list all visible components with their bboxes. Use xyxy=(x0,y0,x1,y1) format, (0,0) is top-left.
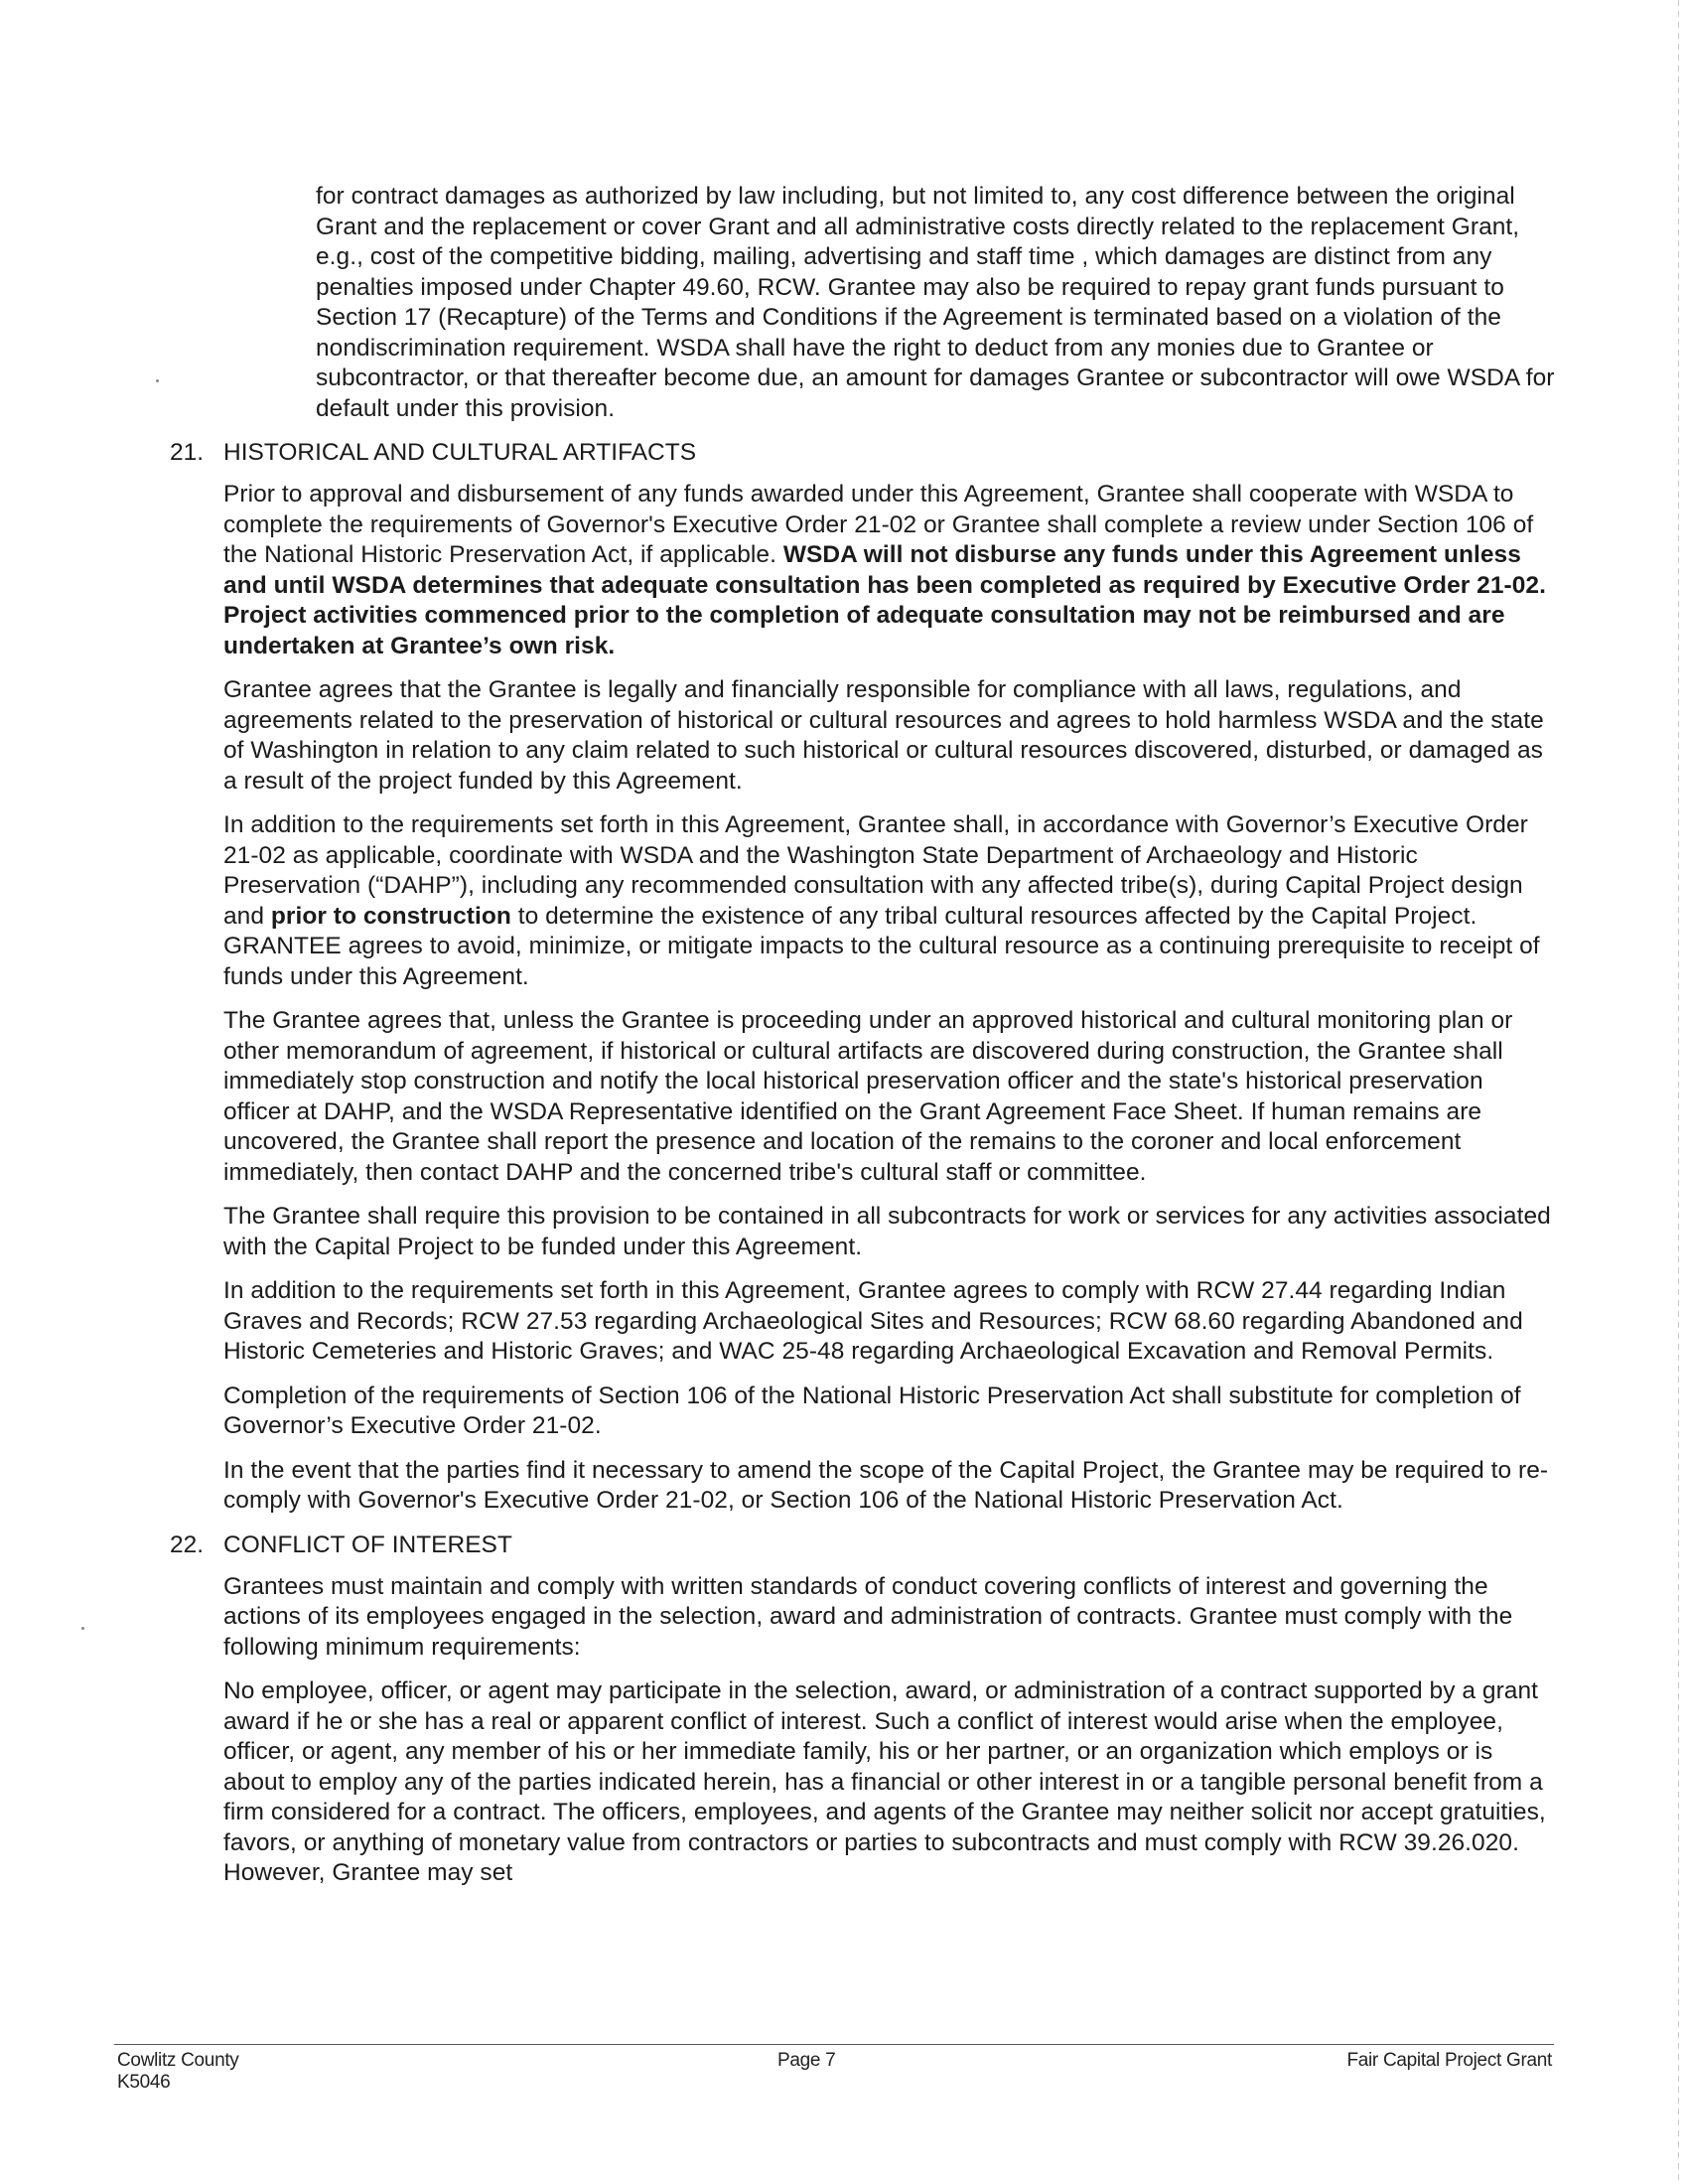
footer-page-number: Page 7 xyxy=(777,2050,836,2071)
section-21-p3-text-a: In addition to the requirements set forth in this Agreement, Grantee shall, in accordance with Governor’s Executive Order 21-02 as applicable, coordinate with WSDA and the Washington State Department of Archaeology and Historic Preservation (“DAHP”), including any recommended consultation with any affected tribe(s), during Capital Project design and xyxy=(223,811,1528,930)
scan-edge-line xyxy=(1678,0,1679,2184)
footer-left xyxy=(117,2050,239,2094)
footer-divider xyxy=(114,2044,1554,2045)
scan-speck xyxy=(156,379,159,382)
section-21-paragraph-2: Grantee agrees that the Grantee is legally and financially responsible for compliance with all laws, regulations, and agreements related to the preservation of historical or cultural resources and agrees to hold harmless WSDA and the state of Washington in relation to any claim related to such historical or cultural resources discovered, disturbed, or damaged as a result of the project funded by this Agreement. xyxy=(223,676,1544,795)
section-21-paragraph-6: In addition to the requirements set forth in this Agreement, Grantee agrees to comply with RCW 27.44 regarding Indian Graves and Records; RCW 27.53 regarding Archaeological Sites and Resources; RCW 68.60 regarding Abandoned and Historic Cemeteries and Historic Graves; and WAC 25-48 regarding Archaeological Excavation and Removal Permits. xyxy=(223,1277,1523,1365)
section-21-paragraph-5: The Grantee shall require this provision to be contained in all subcontracts for work or services for any activities associated with the Capital Project to be funded under this Agreement. xyxy=(223,1203,1551,1260)
footer-contract-number: K5046 xyxy=(117,2072,171,2093)
document-body xyxy=(170,182,1555,1903)
continuation-paragraph: for contract damages as authorized by law including, but not limited to, any cost difference between the original Grant and the replacement or cover Grant and all administrative costs directly related to the replacement Grant, e.g., cost of the competitive bidding, mailing, advertising and staff time , which damages are distinct from any penalties imposed under Chapter 49.60, RCW. Grantee may also be required to repay grant funds pursuant to Section 17 (Recapture) of the Terms and Conditions if the Agreement is terminated based on a violation of the nondiscrimination requirement. WSDA shall have the right to deduct from any monies due to Grantee or subcontractor, or that thereafter become due, an amount for damages Grantee or subcontractor will owe WSDA for default under this provision. xyxy=(316,183,1555,422)
section-21-paragraph-8: In the event that the parties find it necessary to amend the scope of the Capital Project, the Grantee may be required to re-comply with Governor's Executive Order 21-02, or Section 106 of the National Historic Preservation Act. xyxy=(223,1456,1549,1514)
section-22-number: 22. xyxy=(170,1530,205,1558)
footer-document-title: Fair Capital Project Grant xyxy=(1346,2050,1552,2071)
section-21-number: 21. xyxy=(170,439,205,466)
section-21-paragraph-3 xyxy=(223,810,1554,992)
scan-speck xyxy=(81,1627,84,1630)
section-21-paragraph-7: Completion of the requirements of Section 106 of the National Historic Preservation Act shall substitute for completion of Governor’s Executive Order 21-02. xyxy=(223,1382,1521,1439)
section-21-title: HISTORICAL AND CULTURAL ARTIFACTS xyxy=(223,439,697,466)
footer-county: Cowlitz County xyxy=(117,2050,239,2071)
section-21-heading xyxy=(170,438,1554,468)
section-21-p3-text-b: to determine the existence of any tribal cultural resources affected by the Capital Project. GRANTEE agrees to avoid, minimize, or mitigate impacts to the cultural resource as a continuing prerequisite to receipt of funds under this Agreement. xyxy=(223,902,1540,990)
section-22-paragraph-1: Grantees must maintain and comply with written standards of conduct covering conflicts of interest and governing the actions of its employees engaged in the selection, award and administration of contracts. Grantee must comply with the following minimum requirements: xyxy=(223,1572,1513,1661)
section-21-p3-bold-text: prior to construction xyxy=(270,902,511,930)
section-21-paragraph-1 xyxy=(223,480,1554,661)
section-22-title: CONFLICT OF INTEREST xyxy=(223,1530,512,1558)
section-21-p1-bold-text: WSDA will not disburse any funds under this Agreement unless and until WSDA determines that adequate consultation has been completed as required by Executive Order 21-02. Project activities commenced prior to the completion of adequate consultation may not be reimbursed and are undertaken at Grantee’s own risk. xyxy=(223,541,1546,659)
section-21-p1-text: Prior to approval and disbursement of any funds awarded under this Agreement, Grantee shall cooperate with WSDA to complete the requirements of Governor's Executive Order 21-02 or Grantee shall complete a review under Section 106 of the National Historic Preservation Act, if applicable. xyxy=(223,481,1534,568)
section-22-heading xyxy=(170,1530,1554,1560)
section-21-paragraph-4: The Grantee agrees that, unless the Grantee is proceeding under an approved historical and cultural monitoring plan or other memorandum of agreement, if historical or cultural artifacts are discovered during construction, the Grantee shall immediately stop construction and notify the local historical preservation officer and the state's historical preservation officer at DAHP, and the WSDA Representative identified on the Grant Agreement Face Sheet. If human remains are uncovered, the Grantee shall report the presence and location of the remains to the coroner and local enforcement immediately, then contact DAHP and the concerned tribe's cultural staff or committee. xyxy=(223,1007,1513,1186)
section-22-paragraph-2: No employee, officer, or agent may participate in the selection, award, or administration of a contract supported by a grant award if he or she has a real or apparent conflict of interest. Such a conflict of interest would arise when the employee, officer, or agent, any member of his or her immediate family, his or her partner, or an organization which employs or is about to employ any of the parties indicated herein, has a financial or other interest in or a tangible personal benefit from a firm considered for a contract. The officers, employees, and agents of the Grantee may neither solicit nor accept gratuities, favors, or anything of monetary value from contractors or parties to subcontracts and must comply with RCW 39.26.020. However, Grantee may set xyxy=(223,1677,1546,1886)
